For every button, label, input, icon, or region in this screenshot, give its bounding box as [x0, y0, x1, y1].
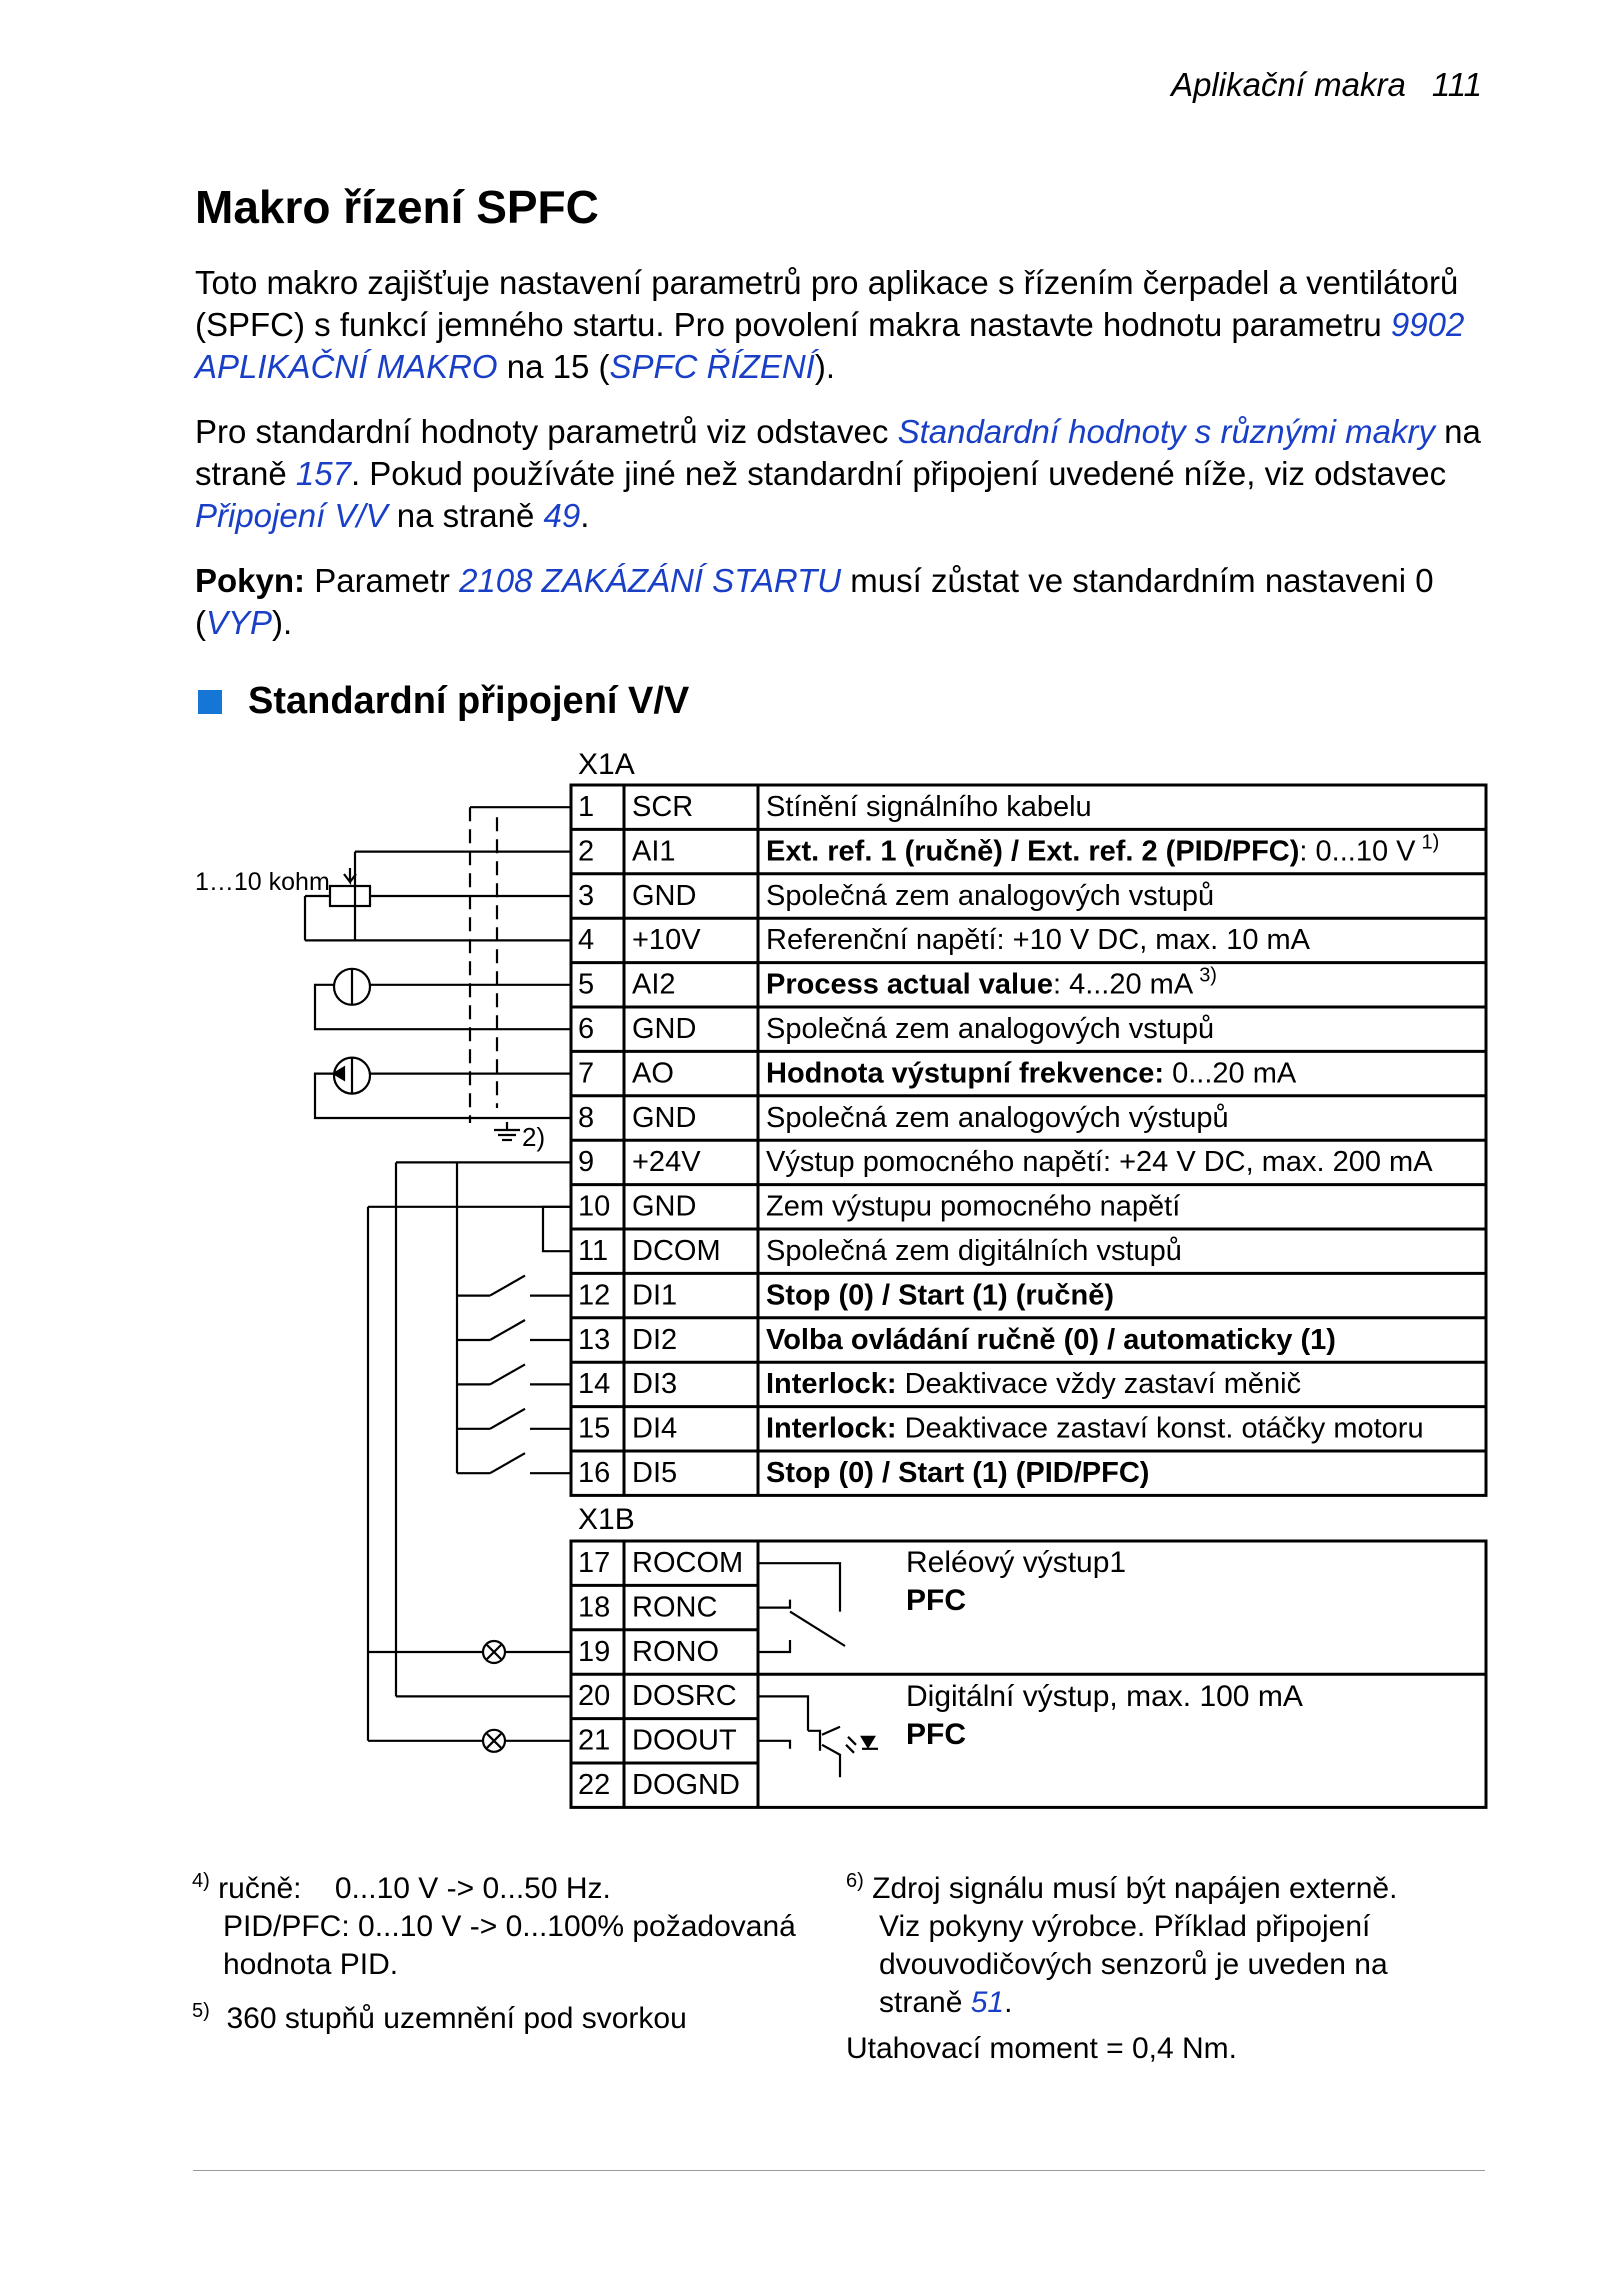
x1a-terminal-number: 16	[578, 1457, 611, 1489]
switch-icon	[490, 1409, 525, 1429]
ground-footnote-mark: 2)	[522, 1122, 546, 1152]
tightening-torque: Utahovací moment = 0,4 Nm.	[846, 2032, 1237, 2065]
description-bold: Ext. ref. 1 (ručně) / Ext. ref. 2 (PID/PFC)	[766, 835, 1300, 868]
text: PID/PFC: 0...10 V -> 0...100% požadovaná	[223, 1910, 796, 1943]
wire	[315, 985, 420, 1029]
description-text: Společná zem analogových vstupů	[766, 1013, 1215, 1045]
x1a-terminal-number: 1	[578, 791, 595, 823]
x1a-terminal-number: 5	[578, 968, 595, 1001]
x1a-terminal-number: 6	[578, 1013, 595, 1045]
x1a-terminal-description	[766, 1057, 1297, 1089]
x1a-terminal-description	[766, 1368, 1301, 1400]
x1b-terminal-number: 20	[578, 1680, 611, 1713]
text: .	[1004, 1986, 1013, 2019]
transistor-icon	[822, 1727, 840, 1777]
description-bold: Interlock:	[766, 1412, 897, 1445]
text: hodnota PID.	[223, 1948, 399, 1981]
x1b-terminal-name: RONO	[632, 1635, 719, 1668]
x1a-terminal-number: 15	[578, 1412, 611, 1445]
switch-icon	[490, 1453, 525, 1473]
text: dvouvodičových senzorů je uveden na	[879, 1948, 1388, 1981]
page-number: 111	[1431, 66, 1482, 103]
text: straně	[879, 1986, 971, 2019]
x1a-terminal-number: 11	[578, 1235, 609, 1267]
footnote-mark: 4)	[192, 1870, 210, 1892]
x1a-terminal-name: +10V	[632, 924, 701, 957]
text: Parametr	[305, 562, 460, 599]
x1a-terminal-name: DI2	[632, 1323, 678, 1356]
link-vyp[interactable]: VYP	[206, 604, 273, 641]
description-text: 0...20 mA	[1164, 1057, 1297, 1090]
x1b-terminal-name: DOGND	[632, 1769, 740, 1801]
header-section: Aplikační makra	[1171, 66, 1406, 103]
x1a-terminal-number: 4	[578, 924, 595, 957]
text: na straně	[195, 413, 1481, 492]
x1b-terminal-number: 19	[578, 1635, 611, 1668]
link-2108-zakazani-startu[interactable]: 2108 ZAKÁZÁNÍ STARTU	[459, 562, 842, 599]
dcom-bridge-wire	[543, 1207, 571, 1251]
link-pripojeni-vv[interactable]: Připojení V/V	[195, 497, 388, 534]
description-text: : 0...10 V	[1299, 835, 1416, 868]
x1a-terminal-name: DI3	[632, 1368, 678, 1401]
x1a-terminal-description	[766, 831, 1439, 867]
footnote-mark: 5)	[192, 2000, 210, 2022]
text: ).	[272, 604, 293, 641]
x1a-terminal-description	[766, 880, 1214, 912]
section-title: Standardní připojení V/V	[248, 680, 690, 722]
description-bold: Stop (0) / Start (1) (PID/PFC)	[766, 1457, 1150, 1489]
x1a-terminal-description	[766, 791, 1092, 823]
relay-contact-icon	[790, 1612, 845, 1646]
link-page-51[interactable]: 51	[970, 1986, 1005, 2019]
text: na straně	[387, 497, 544, 534]
x1a-terminal-number: 12	[578, 1279, 611, 1312]
x1a-terminal-number: 10	[578, 1190, 611, 1223]
description-text: Referenční napětí: +10 V DC, max. 10 mA	[766, 924, 1311, 957]
potentiometer-label: 1…10 kohm	[195, 868, 330, 896]
relay-contact-icon	[758, 1600, 790, 1608]
footnote-5	[192, 1992, 687, 2038]
text: Pro standardní hodnoty parametrů viz odstavec	[195, 413, 898, 450]
relay-contact-icon	[758, 1563, 840, 1611]
x1a-terminal-name: DI4	[632, 1412, 678, 1445]
optocoupler-light-icon	[846, 1745, 854, 1753]
text: . Pokud používáte jiné než standardní připojení uvedené níže, viz odstavec	[350, 455, 1447, 492]
x1a-terminal-description	[766, 1013, 1214, 1045]
x1b-terminal-number: 18	[578, 1591, 611, 1624]
link-page-49[interactable]: 49	[543, 497, 581, 534]
text: 0...10 V -> 0...50 Hz.	[334, 1872, 611, 1905]
x1a-terminal-number: 2	[578, 835, 595, 868]
description-text: : 4...20 mA	[1052, 968, 1194, 1001]
x1a-terminal-number: 14	[578, 1368, 611, 1401]
x1a-terminal-name: GND	[632, 879, 697, 912]
x1a-terminal-description	[766, 924, 1311, 956]
x1a-terminal-name: GND	[632, 1013, 697, 1045]
x1a-terminal-name: +24V	[632, 1146, 701, 1179]
x1a-terminal-name: GND	[632, 1190, 697, 1223]
description-text: Stínění signálního kabelu	[766, 791, 1092, 823]
x1a-terminal-name: DI5	[632, 1457, 678, 1489]
relay-output-label: Reléový výstup1	[906, 1546, 1127, 1579]
x1b-terminal-name: DOSRC	[632, 1680, 737, 1713]
text: Viz pokyny výrobce. Příklad připojení	[879, 1910, 1371, 1943]
description-text: Deaktivace vždy zastaví měnič	[896, 1368, 1302, 1401]
x1a-terminal-description	[766, 1324, 1336, 1356]
x1a-terminal-name: AO	[632, 1057, 674, 1090]
digital-output-label: Digitální výstup, max. 100 mA	[906, 1680, 1303, 1713]
text: ).	[814, 348, 836, 385]
description-bold: Volba ovládání ručně (0) / automaticky (1)	[766, 1323, 1336, 1356]
transistor-icon	[758, 1741, 790, 1749]
x1a-terminal-name: SCR	[632, 791, 694, 823]
description-bold: Stop (0) / Start (1) (ručně)	[766, 1279, 1115, 1312]
x1a-terminal-number: 8	[578, 1101, 595, 1134]
text: Zdroj signálu musí být napájen externě.	[872, 1872, 1398, 1905]
description-text: Zem výstupu pomocného napětí	[766, 1190, 1181, 1223]
x1b-terminal-name: DOOUT	[632, 1724, 737, 1757]
x1b-terminal-number: 17	[578, 1547, 611, 1579]
description-text: Výstup pomocného napětí: +24 V DC, max. 200 mA	[766, 1146, 1433, 1179]
x1a-terminal-description	[766, 1191, 1180, 1223]
optocoupler-diode-icon	[862, 1737, 874, 1747]
relay-output-function: PFC	[906, 1584, 966, 1617]
bottom-rule	[193, 2170, 1485, 2171]
wire	[315, 1074, 420, 1118]
x1a-terminal-number: 9	[578, 1146, 595, 1179]
description-text: Společná zem digitálních vstupů	[766, 1235, 1182, 1267]
relay-contact-icon	[758, 1640, 790, 1652]
transistor-icon	[808, 1731, 820, 1751]
x1a-terminal-name: AI2	[632, 968, 676, 1001]
description-text: Společná zem analogových výstupů	[766, 1101, 1229, 1134]
x1a-terminal-name: DI1	[632, 1279, 678, 1312]
x1a-terminal-description	[766, 1457, 1149, 1489]
footnote-6	[846, 1862, 1397, 2022]
switch-icon	[490, 1364, 525, 1384]
x1a-terminal-number: 13	[578, 1323, 611, 1356]
description-text: Společná zem analogových vstupů	[766, 879, 1215, 912]
description-bold: Process actual value	[766, 968, 1053, 1001]
description-bold: Interlock:	[766, 1368, 897, 1401]
link-standard-values[interactable]: Standardní hodnoty s různými makry	[897, 413, 1435, 450]
x1a-terminal-number: 3	[578, 879, 595, 912]
description-footnote-mark: 3)	[1199, 964, 1217, 987]
x1b-label: X1B	[578, 1503, 635, 1536]
transistor-icon	[758, 1696, 808, 1730]
description-footnote-mark: 1)	[1421, 831, 1440, 854]
link-9902-aplikacni-makro[interactable]: 9902 APLIKAČNÍ MAKRO	[195, 306, 1465, 385]
x1a-terminal-description	[766, 1146, 1433, 1178]
footnote-mark: 6)	[846, 1870, 864, 1892]
x1b-terminal-name: ROCOM	[632, 1547, 744, 1579]
description-text: Deaktivace zastaví konst. otáčky motoru	[896, 1412, 1424, 1445]
text: musí zůstat ve standardním nastaveni 0 (	[195, 562, 1434, 641]
x1a-terminal-description	[766, 1279, 1114, 1311]
digital-output-function: PFC	[906, 1718, 966, 1751]
link-page-157[interactable]: 157	[295, 455, 351, 492]
x1b-terminal-name: RONC	[632, 1591, 718, 1624]
footnote-4	[192, 1862, 796, 1984]
x1a-terminal-name: GND	[632, 1101, 697, 1134]
x1a-label: X1A	[578, 748, 635, 781]
x1a-terminal-description	[766, 1413, 1424, 1445]
x1a-terminal-description	[766, 1235, 1182, 1267]
note-label: Pokyn:	[195, 562, 306, 599]
x1b-terminal-number: 22	[578, 1769, 611, 1801]
page-title: Makro řízení SPFC	[195, 181, 599, 233]
x1a-terminal-description	[766, 965, 1217, 1001]
x1a-terminal-name: DCOM	[632, 1235, 721, 1267]
x1a-terminal-description	[766, 1102, 1229, 1134]
potentiometer-icon	[330, 886, 370, 906]
x1a-terminal-number: 7	[578, 1057, 595, 1090]
switch-icon	[490, 1320, 525, 1340]
text: 360 stupňů uzemnění pod svorkou	[226, 2002, 687, 2035]
description-bold: Hodnota výstupní frekvence:	[766, 1057, 1165, 1090]
text: ručně:	[218, 1872, 302, 1905]
optocoupler-light-icon	[848, 1737, 856, 1745]
text: na 15 (	[497, 348, 610, 385]
text: Toto makro zajišťuje nastavení parametrů pro aplikace s řízením čerpadel a ventilátorů (SPFC) s funkcí jemného startu. Pro povolení makra nastavte hodnotu parametru	[195, 264, 1459, 343]
switch-icon	[490, 1276, 525, 1296]
link-spfc-rizeni[interactable]: SPFC ŘÍZENÍ	[609, 348, 815, 385]
x1a-terminal-name: AI1	[632, 835, 676, 868]
text: .	[580, 497, 590, 534]
x1b-terminal-number: 21	[578, 1724, 611, 1757]
